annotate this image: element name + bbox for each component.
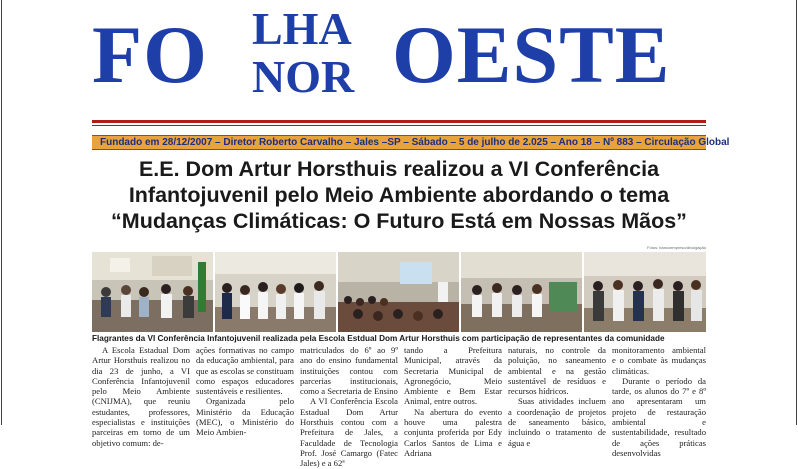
paragraph: monitoramento ambiental e o combate às mudanças climáticas. [612, 345, 706, 376]
headline-line-3: “Mudanças Climáticas: O Futuro Está em Nossas Mãos” [111, 209, 687, 233]
masthead-rule [92, 120, 706, 123]
dateline-bar: Fundado em 28/12/2007 – Diretor Roberto Carvalho – Jales –SP – Sábado – 5 de julho de 2.025 – Ano 18 – Nº 883 – Circulação Global [92, 135, 706, 150]
column-5 [508, 345, 606, 448]
column-2 [196, 345, 294, 438]
paragraph: tando a Prefeitura Municipal, através da Secretaria Municipal de Agronegócio, Meio Ambiente e Bem Estar Animal, entre outros. [404, 345, 502, 407]
photo-credit: Fotos: bancoempreso/divulgação [647, 245, 706, 250]
article-body [92, 345, 706, 469]
masthead-rule-thin [92, 125, 706, 126]
column-1 [92, 345, 190, 448]
masthead-nor: NOR [252, 51, 355, 102]
column-4 [404, 345, 502, 458]
photo-2 [215, 252, 336, 332]
paragraph: A VI Conferência Escola Estadual Dom Artur Horsthuis contou com a Prefeitura de Jales, a Faculdade de Tecnologia Prof. José Camargo (Fatec Jales) e a 62ª [300, 396, 398, 469]
photo-caption: Flagrantes da VI Conferência Infantojuvenil realizada pela Escola Estdual Dom Artur Horsthuis com participação de representantes da comunidade [92, 334, 665, 343]
photo-3 [338, 252, 459, 332]
paragraph: ações formativas no campo da educação ambiental, para que as escolas se constituam como espaços educadores sustentáveis e resilientes. [196, 345, 294, 397]
paragraph: naturais, no controle da poluição, no saneamento ambiental e na gestão sustentável de resíduos e recursos hídricos. [508, 345, 606, 397]
headline-line-1: E.E. Dom Artur Horsthuis realizou a VI Conferência [138, 157, 660, 181]
photo-5 [584, 252, 706, 332]
masthead-oeste: OESTE [392, 9, 671, 100]
paragraph: Organizada pelo Ministério da Educação (MEC), o Ministério do Meio Ambien- [196, 396, 294, 438]
column-3 [300, 345, 398, 469]
masthead-lha: LHA [252, 3, 352, 54]
column-6 [612, 345, 706, 458]
paragraph: matriculados do 6º ao 9º ano do ensino fundamental instituições contou com parcerias institucionais, como a Secretaria de Ensino [300, 345, 398, 397]
headline [92, 156, 706, 234]
photo-4 [461, 252, 582, 332]
paragraph: Na abertura do evento houve uma palestra conjunta proferida por Edy Carlos Santos de Lima e Adriana [404, 406, 502, 458]
photo-strip [92, 252, 706, 332]
photo-1 [92, 252, 213, 332]
paragraph: Durante o período da tarde, os alunos do 7º e 8º ano apresentaram um projeto de restauração ambiental e sustentabilidade, resultado de ações práticas desenvolvidas [612, 375, 706, 458]
headline-line-2: Infantojuvenil pelo Meio Ambiente abordando o tema [128, 183, 670, 207]
masthead-logo [0, 3, 798, 121]
paragraph: Suas atividades incluem a coordenação de projetos de saneamento básico, incluindo o tratamento de água e [508, 396, 606, 448]
paragraph: A Escola Estadual Dom Artur Horsthuis realizou no dia 23 de junho, a VI Conferência Infantojuvenil pelo Meio Ambiente (CNIJMA), que reuniu estudantes, professores, especialistas e instituições parceiras em torno de um objetivo comum: de- [92, 345, 190, 448]
masthead-fo: FO [92, 9, 208, 100]
